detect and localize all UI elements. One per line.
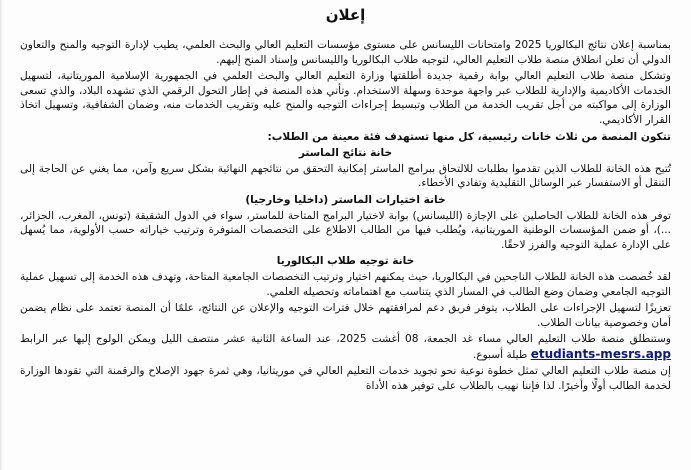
platform-link[interactable]: etudiants-mesrs.app <box>530 346 671 361</box>
launch-text-start: وستنطلق منصة طلاب التعليم العالي مساء غد الجمعة، 08 أغشت 2025، عند الساعة الثانية عشر منتصف الليل ويمكن الولوج إليها عبر الرابط <box>20 333 671 346</box>
platform-paragraph: وتشكل منصة طلاب التعليم العالي بوابة رقمية جديدة أطلقتها وزارة التعليم العالي والبحث العلمي في الجمهورية الإسلامية الموريتانية، لتسهيل الخدمات الأكاديمية والإدارية للطلاب عبر واجهة موحدة وسهلة الاستخدام. وتأتي هذه المنصة في إطار التحول الرقمي الذي تشهده البلاد، والذي تسعى الوزارة إلى مواكبته من أجل تقريب الخدمة من الطلاب وتبسيط إجراءات التوجيه والمنح عليه وتقريب الخدمات منه، وضمان الشفافية، وتسهيل اتخاذ القرار الأكاديمي. <box>20 70 671 126</box>
section-heading-master-choices: خانة اختيارات الماستر (داخليا وخارجيا) <box>245 193 446 206</box>
bac-orientation-paragraph: لقد خُصصت هذه الخانة للطلاب الناجحين في البكالوريا، حيث يمكنهم اختيار وترتيب التخصصات الجامعية المتاحة، وتهدف هذه الخدمة إلى تسهيل عملية التوجيه الجامعي وضمان وضع الطالب في المسار الذي يتناسب مع اهتماماته وتحصيله العلمي. <box>20 270 671 298</box>
closing-paragraph: إن منصة طلاب التعليم العالي تمثل خطوة نوعية نحو تجويد خدمات التعليم العالي في موريتانيا، وهي ثمرة جهود الإصلاح والرقمنة التي تقودها الوزارة لخدمة الطالب أولًا وأخيرًا. لذا فإننا نهيب بالطلاب على توفير هذه الأداة <box>20 365 671 393</box>
intro-paragraph: بمناسبة إعلان نتائج البكالوريا 2025 وامتحانات الليسانس على مستوى مؤسسات التعليم العالي والبحث العلمي، يطيب لإدارة التوجيه والمنح والتعاون الدولي أن تعلن انطلاق منصة طلاب التعليم العالي، لتوجيه طلاب البكالوريا والليسانس وإسناد المنح إليهم. <box>20 39 671 66</box>
section-heading-bac-orientation: خانة توجيه طلاب البكالوريا <box>276 255 415 268</box>
scan-shadow-edge <box>0 0 3 470</box>
launch-text-end: طيلة أسبوع. <box>472 348 528 361</box>
structure-paragraph: تتكون المنصة من ثلاث خانات رئيسية، كل منها تستهدف فئة معينة من الطلاب: <box>267 130 671 143</box>
page-title: إعلان <box>325 6 366 24</box>
master-choices-paragraph: توفر هذه الخانة للطلاب الحاصلين على الإجازة (الليسانس) بوابة لاختيار البرامج المتاحة للماستر، سواء في الدول الشقيقة (تونس، المغرب، الجزائر، ...)، أو ضمن المؤسسات الوطنية الموريتانية، ويُطلب فيها من الطالب الاطلاع على التخصصات المتوفرة وترتيب خياراته حسب الأولوية، مما يُسهل على الإدارة عملية التوجيه والفرز لاحقًا. <box>20 209 671 251</box>
support-paragraph: تعزيزًا لتسهيل الإجراءات على الطلاب، يتوفر فريق دعم لمرافقتهم خلال فترات التوجيه والإعلان عن النتائج، علمًا أن المنصة تعتمد على نظام يضمن أمان وخصوصية بيانات الطلاب. <box>20 302 671 329</box>
launch-paragraph <box>20 332 671 362</box>
announcement-body <box>20 38 671 396</box>
section-heading-master-results: خانة نتائج الماستر <box>298 147 393 160</box>
master-results-paragraph: تُتيح هذه الخانة للطلاب الذين تقدموا بطلبات للالتحاق ببرامج الماستر إمكانية التحقق من نتائجهم النهائية بشكل سريع وآمن، مما يغني عن الحاجة إلى التنقل أو الاستفسار عبر الوسائل التقليدية وتفادي الأخطاء. <box>20 162 671 190</box>
